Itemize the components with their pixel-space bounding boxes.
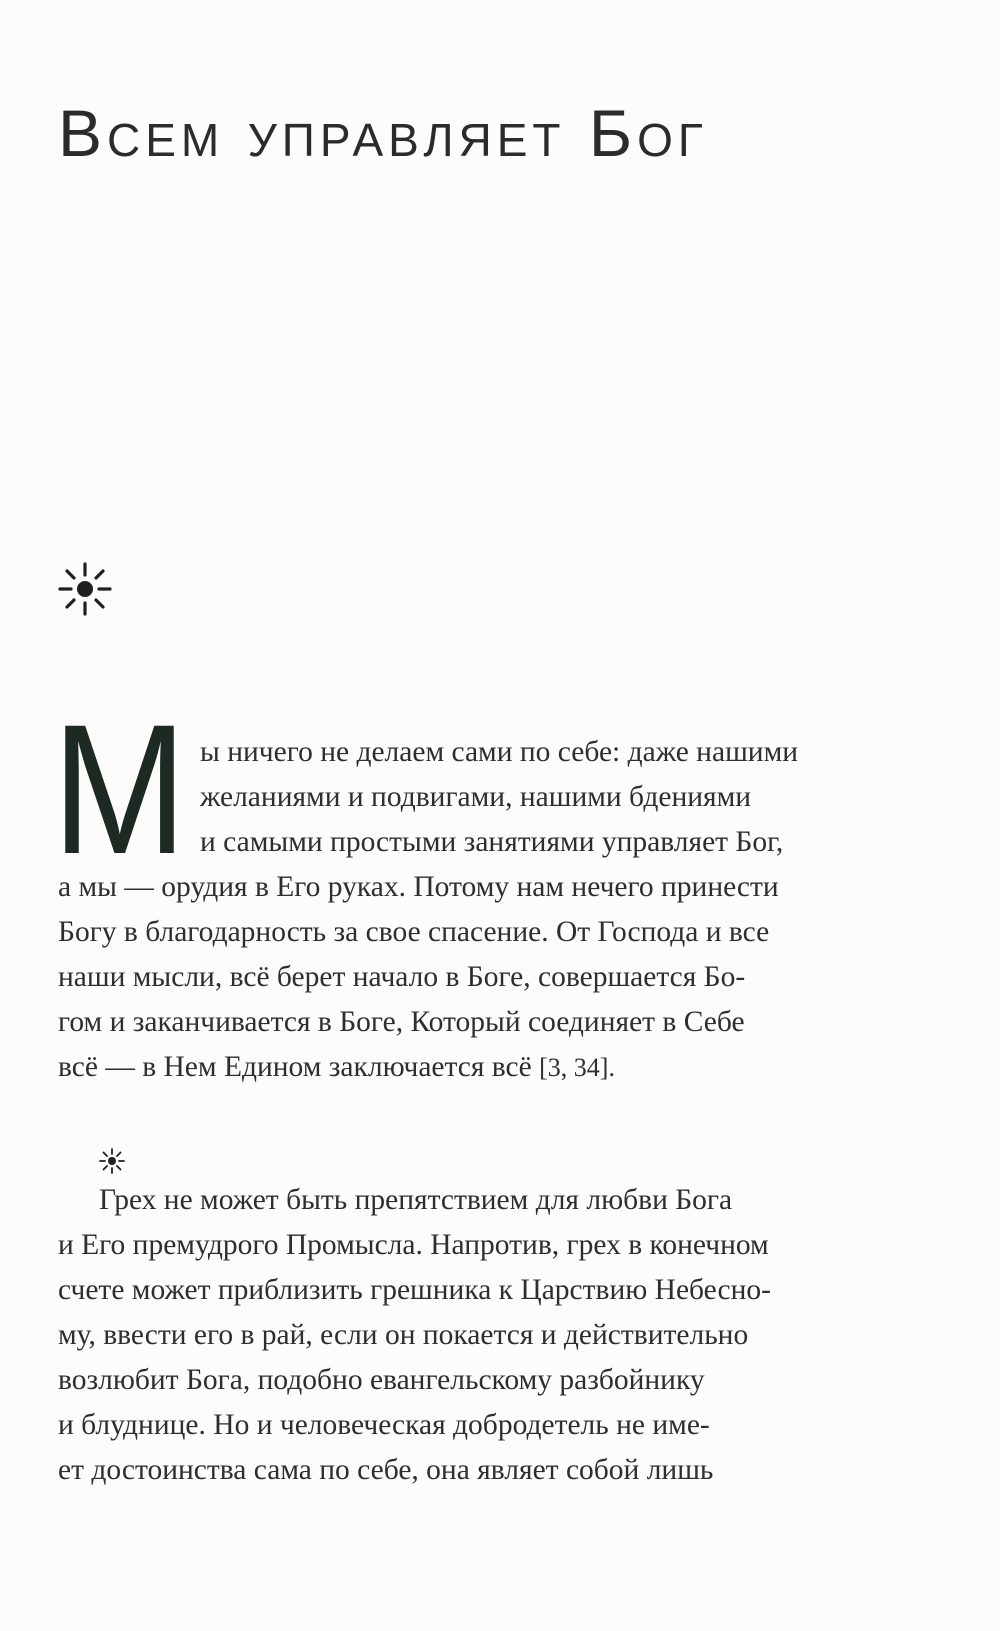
- paragraph1-line: желаниями и подвигами, нашими бдениями: [200, 781, 752, 813]
- citation-reference: [3, 34].: [539, 1053, 615, 1082]
- paragraph1-line: и самыми простыми занятиями управляет Бог,: [200, 826, 784, 858]
- small-sun-ornament-icon: [99, 1148, 125, 1174]
- dropcap-text: М: [52, 687, 187, 893]
- paragraph2-line: возлюбит Бога, подобно евангельскому разбойнику: [58, 1364, 705, 1396]
- paragraph1-last-line: [58, 1053, 615, 1083]
- paragraph1-line: наши мысли, всё берет начало в Боге, совершается Бо-: [58, 961, 746, 993]
- paragraph1-line: Богу в благодарность за свое спасение. От Господа и все: [58, 916, 770, 948]
- sun-ornament-icon: [58, 562, 112, 616]
- paragraph2-line: Грех не может быть препятствием для любви Бога: [99, 1184, 733, 1216]
- paragraph2-line: му, ввести его в рай, если он покается и действительно: [58, 1319, 749, 1351]
- chapter-title: Всем управляет Бог: [58, 96, 708, 170]
- dropcap-letter: [52, 687, 187, 893]
- paragraph1-line: а мы — орудия в Его руках. Потому нам нечего принести: [58, 871, 779, 903]
- paragraph1-line: гом и заканчивается в Боге, Который соединяет в Себе: [58, 1006, 745, 1038]
- paragraph1-line: ы ничего не делаем сами по себе: даже нашими: [200, 736, 799, 768]
- paragraph2-line: счете может приблизить грешника к Царствию Небесно-: [58, 1274, 771, 1306]
- paragraph2-line: ет достоинства сама по себе, она являет собой лишь: [58, 1454, 714, 1486]
- paragraph1-text: всё — в Нем Едином заключается всё: [58, 1051, 532, 1083]
- paragraph2-line: и блуднице. Но и человеческая добродетель не име-: [58, 1409, 710, 1441]
- paragraph2-line: и Его премудрого Промысла. Напротив, грех в конечном: [58, 1229, 769, 1261]
